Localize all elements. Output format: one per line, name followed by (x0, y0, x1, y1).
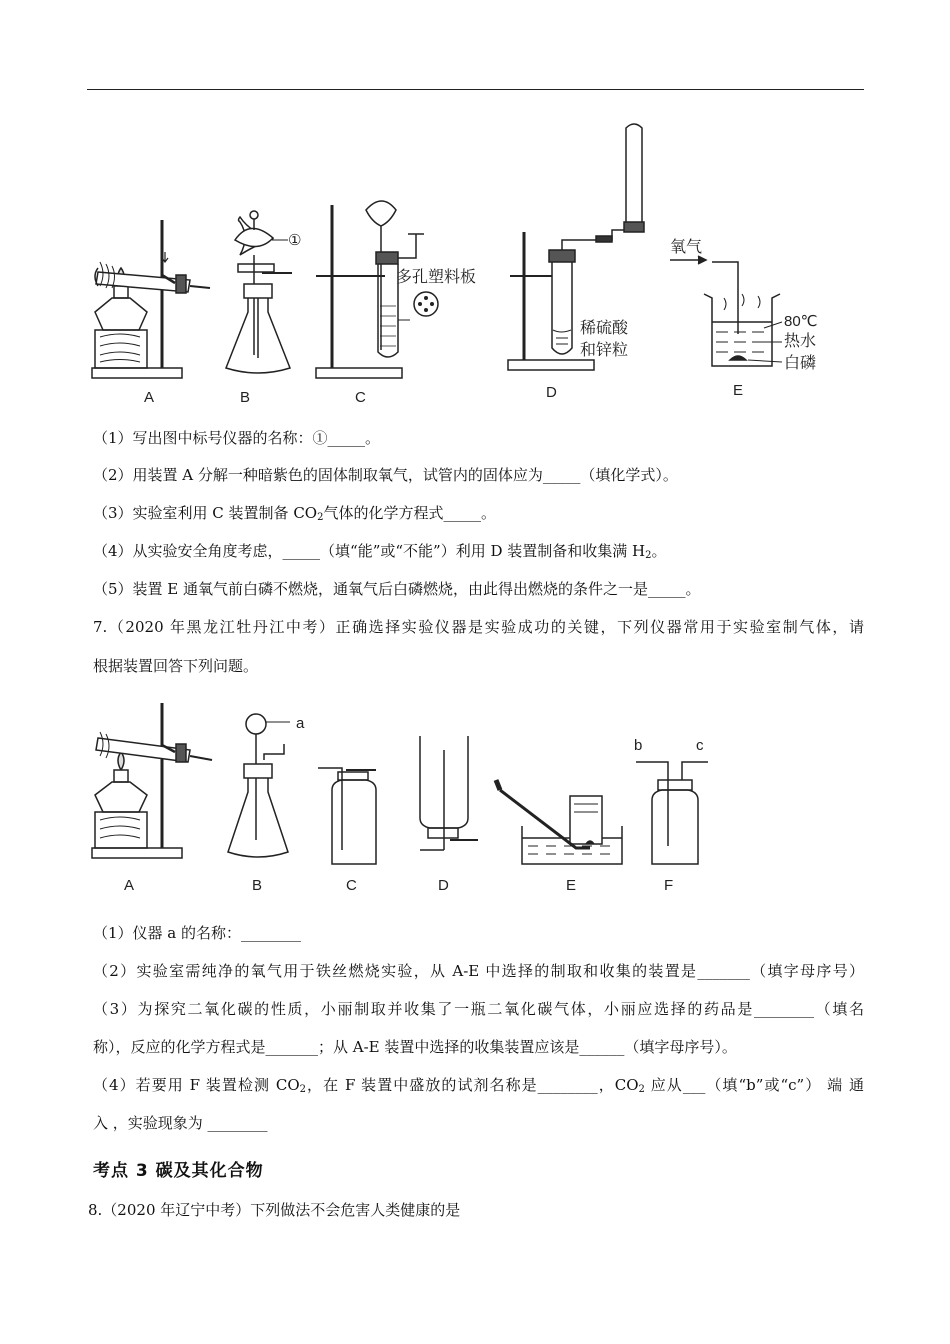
marker-1: ① (288, 232, 302, 249)
label-e2: E (566, 877, 577, 894)
d-reagent-2: 和锌粒 (580, 340, 629, 359)
label-b: B (240, 389, 251, 406)
label-a: A (144, 389, 155, 406)
q7-part-4-line-2: 入 ，实验现象为 ________ (93, 1114, 268, 1132)
q7-part-3-line-2: 称），反应的化学方程式是_______；从 A-E 装置中选择的收集装置应该是______（填字母序号）。 (93, 1038, 737, 1056)
label-b2: B (252, 877, 263, 894)
label-a-funnel: a (296, 715, 305, 732)
q7-part-2: （2）实验室需纯净的氧气用于铁丝燃烧实验，从 A-E 中选择的制取和收集的装置是_______（填字母序号） (93, 962, 864, 980)
figure-2-apparatus (0, 695, 950, 905)
e-phosphorus: 白磷 (784, 353, 817, 372)
label-c-port: c (696, 737, 704, 754)
header-rule (87, 89, 864, 90)
apparatus-d (508, 124, 644, 401)
apparatus-a (92, 220, 210, 406)
d-reagent-1: 稀硫酸 (580, 318, 629, 337)
e-water: 热水 (784, 331, 817, 350)
apparatus-f2 (634, 737, 708, 894)
label-c: C (355, 389, 366, 406)
apparatus-a2 (92, 703, 212, 894)
c-porous-plate: 多孔塑料板 (396, 267, 477, 286)
q7-part-1: （1）仪器 a 的名称：________ (93, 924, 302, 942)
apparatus-e2 (496, 780, 622, 894)
q6-part-1: （1）写出图中标号仪器的名称：①_____。 (93, 429, 381, 447)
q7-stem-line-2: 根据装置回答下列问题。 (93, 657, 259, 675)
label-a2: A (124, 877, 135, 894)
label-d: D (546, 384, 557, 401)
label-b-port: b (634, 737, 643, 754)
apparatus-c (316, 201, 476, 406)
figure-2-svg (0, 695, 950, 905)
apparatus-c2 (318, 768, 376, 894)
q6-part-2: （2）用装置 A 分解一种暗紫色的固体制取氧气，试管内的固体应为_____（填化学式）。 (93, 466, 678, 484)
q8-stem: 8.（2020 年辽宁中考）下列做法不会危害人类健康的是 (88, 1201, 461, 1219)
apparatus-e (670, 237, 818, 399)
q6-part-3: （3）实验室利用 C 装置制备 $CO_2$气体的化学方程式_____。 (93, 504, 496, 523)
label-c2: C (346, 877, 357, 894)
q6-part-4: （4）从实验安全角度考虑，_____（填“能”或“不能”）利用 D 装置制备和收集满 $H_2$。 (93, 542, 667, 561)
q7-part-3-line-1: （3）为探究二氧化碳的性质，小丽制取并收集了一瓶二氧化碳气体，小丽应选择的药品是________（填名 (93, 1000, 864, 1018)
apparatus-d2 (420, 736, 478, 894)
apparatus-b2 (228, 714, 305, 894)
figure-1-svg (0, 120, 950, 410)
apparatus-b (226, 211, 301, 406)
q7-part-4-line-1: （4）若要用 F 装置检测 $CO_2$，在 F 装置中盛放的试剂名称是________，$CO_2$ 应从___（填“b”或“c”） 端 通 (93, 1076, 864, 1095)
q7-stem-line-1: 7.（2020 年黑龙江牡丹江中考）正确选择实验仪器是实验成功的关键，下列仪器常用于实验室制气体，请 (93, 618, 864, 636)
e-temp: 80℃ (784, 313, 818, 330)
section-heading: 考点 3 碳及其化合物 (93, 1161, 264, 1181)
label-e: E (733, 382, 744, 399)
figure-1-apparatus (0, 120, 950, 410)
e-gas-label: 氧气 (670, 237, 703, 256)
label-d2: D (438, 877, 449, 894)
label-f2: F (664, 877, 674, 894)
q6-part-5: （5）装置 E 通氧气前白磷不燃烧，通氧气后白磷燃烧，由此得出燃烧的条件之一是_____。 (93, 580, 701, 598)
